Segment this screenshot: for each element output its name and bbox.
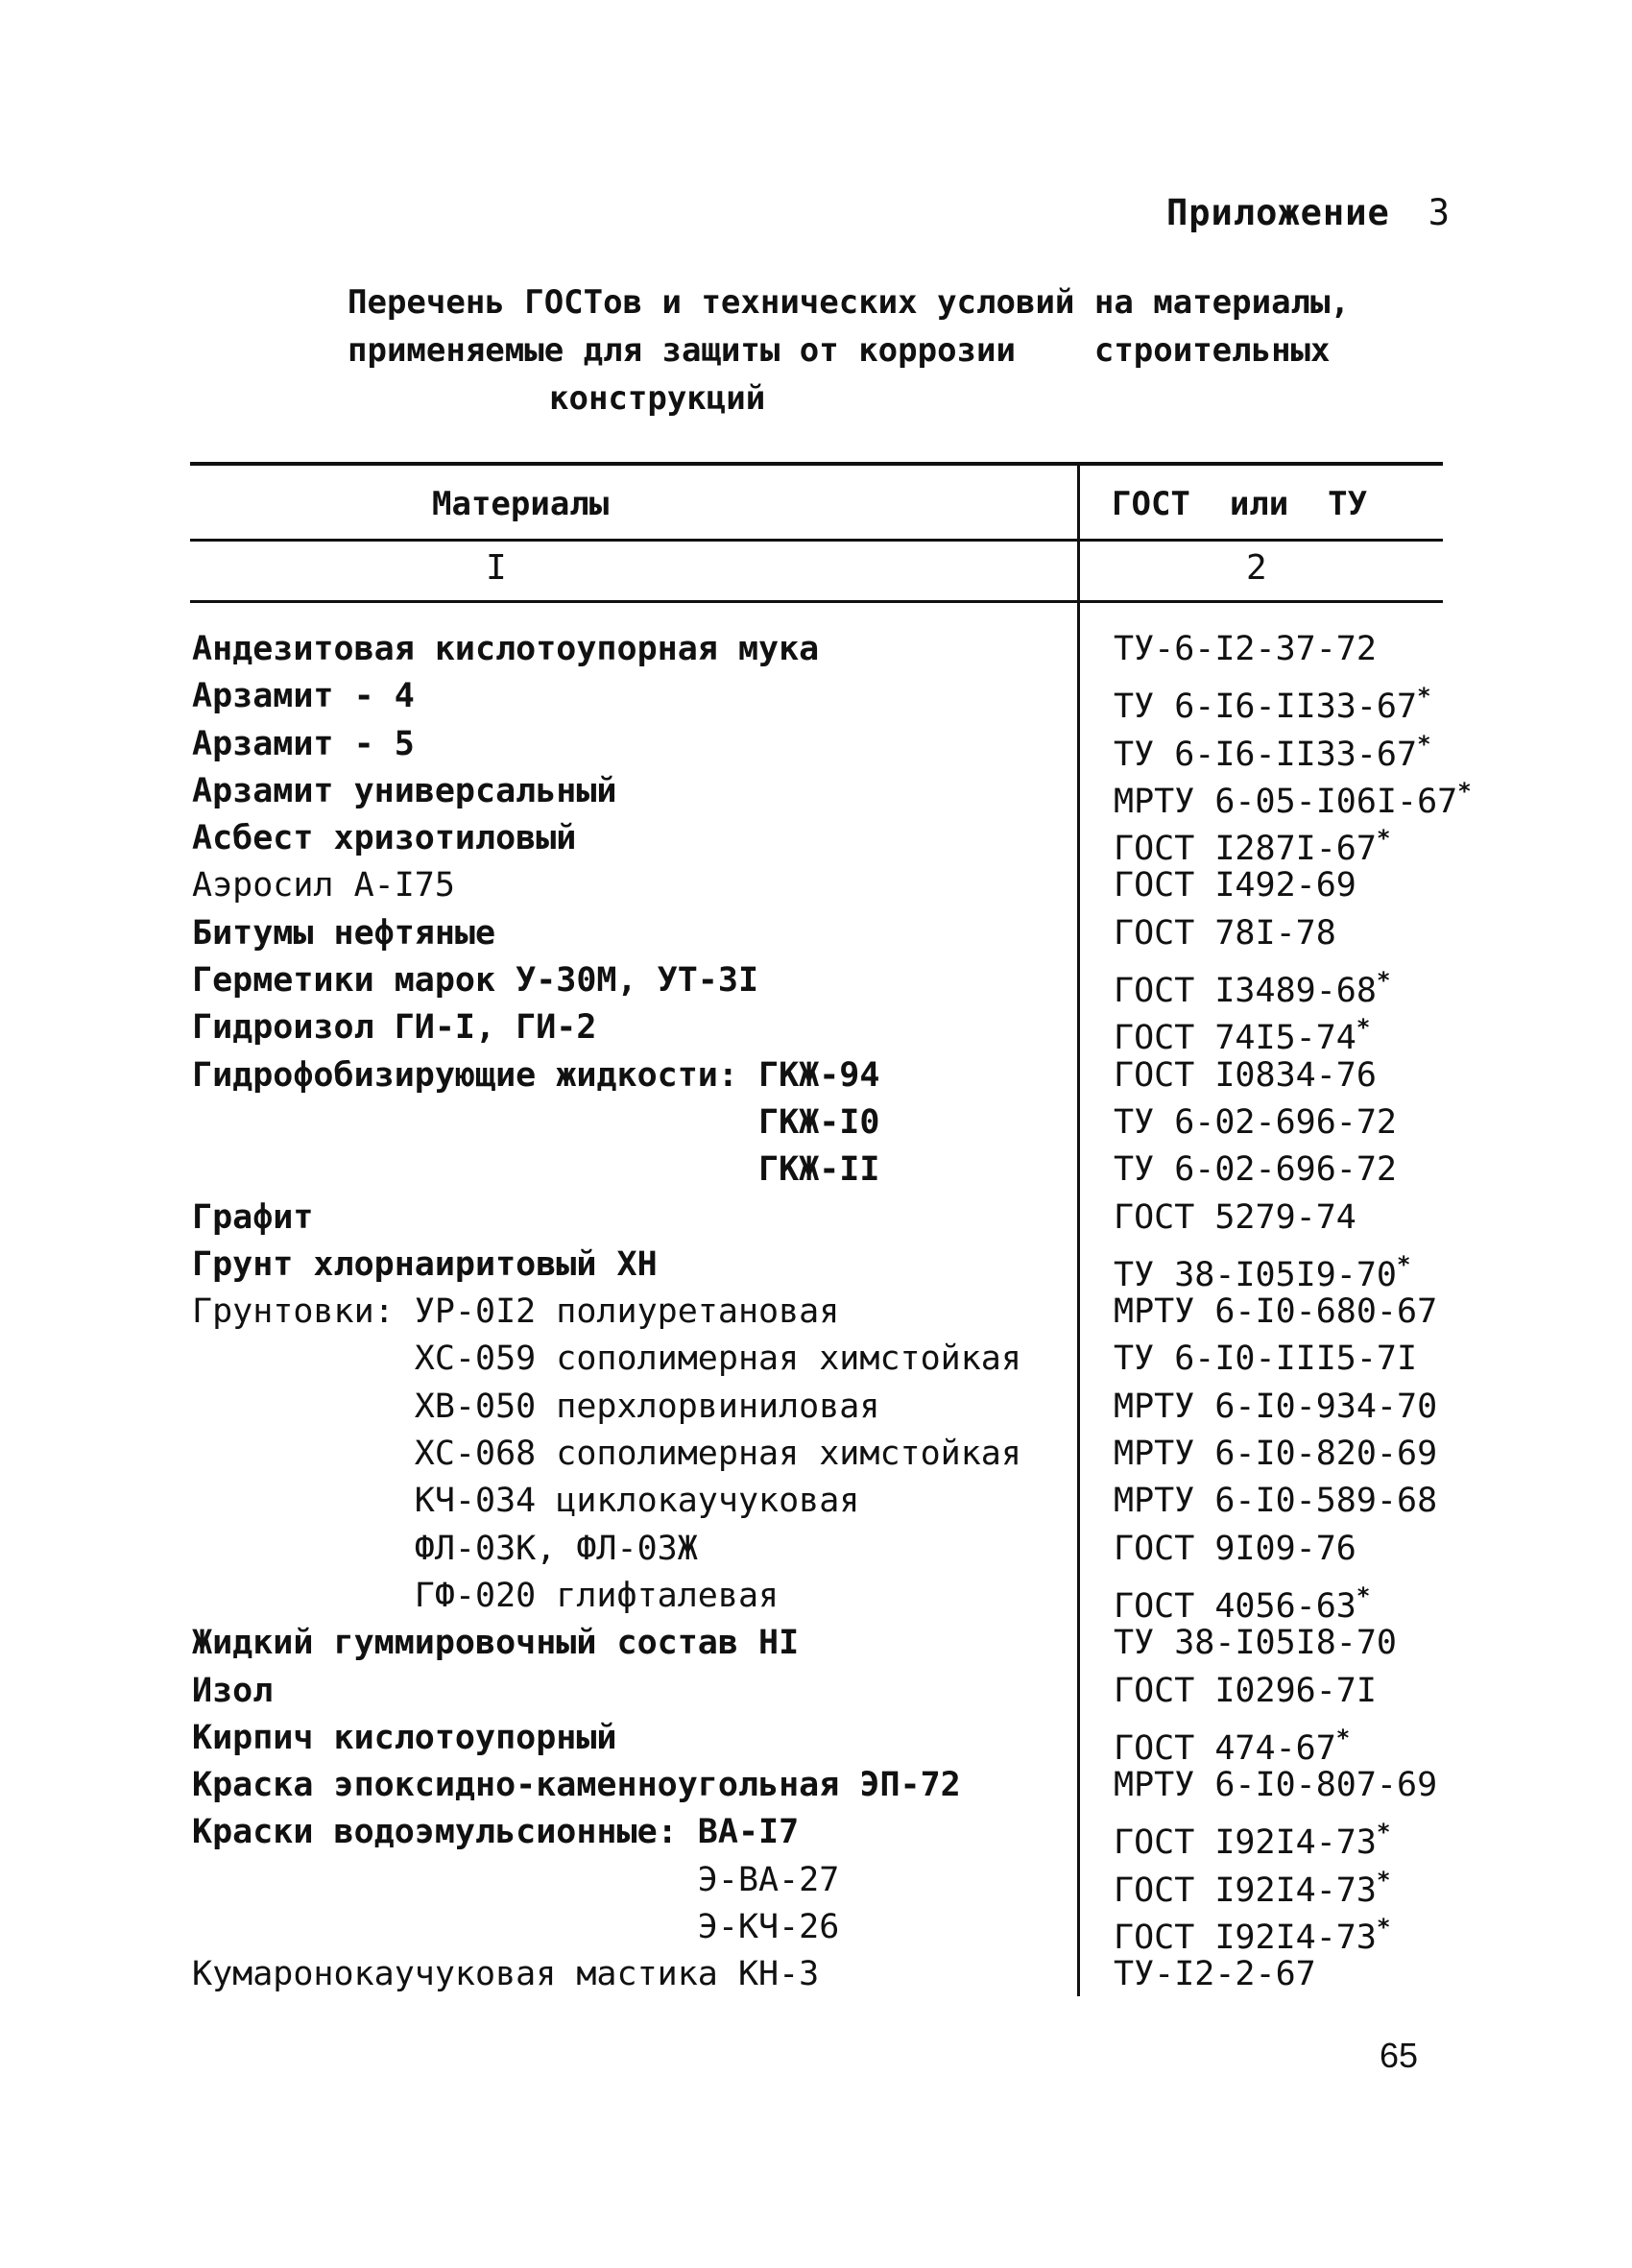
gost-code: ГОСТ I92I4-73 (1114, 1870, 1377, 1910)
gost-reference (1114, 1384, 1437, 1431)
column-number-1: I (486, 548, 507, 588)
gost-code: ГОСТ 9I09-76 (1114, 1529, 1356, 1568)
gost-reference (1114, 1194, 1356, 1242)
gost-code: ТУ 38-I05I8-70 (1114, 1624, 1398, 1663)
materials-table-body (0, 626, 1632, 1999)
revision-star-mark: * (1376, 1914, 1391, 1942)
material-name: Герметики марок У-30М, УТ-3I (192, 961, 759, 1001)
gost-code: ГОСТ 474-67 (1114, 1728, 1336, 1768)
gost-reference (1114, 910, 1336, 957)
gost-code: МРТУ 6-I0-680-67 (1114, 1292, 1438, 1332)
material-name: Гидроизол ГИ-I, ГИ-2 (192, 1008, 597, 1048)
gost-code: ГОСТ 4056-63 (1114, 1586, 1356, 1626)
material-name: ГКЖ-II (192, 1150, 880, 1190)
material-name: Изол (192, 1671, 274, 1710)
gost-code: ГОСТ I92I4-73 (1114, 1823, 1377, 1863)
material-name: Кумаронокаучуковая мастика КН-3 (192, 1955, 820, 1994)
gost-code: ТУ-6-I2-37-72 (1114, 630, 1377, 668)
gost-code: ГОСТ I0834-76 (1114, 1055, 1377, 1095)
table-row (0, 1668, 1632, 1715)
column-header-materials: Материалы (432, 485, 610, 523)
revision-star-mark: * (1335, 1724, 1351, 1751)
table-row (0, 1384, 1632, 1431)
material-name: Кирпич кислотоупорный (192, 1718, 617, 1757)
table-row (0, 1526, 1632, 1573)
gost-code: ТУ 38-I05I9-70 (1114, 1255, 1398, 1294)
material-name: ХВ-050 перхлорвиниловая (192, 1387, 880, 1426)
gost-reference (1114, 1052, 1377, 1099)
gost-reference (1114, 862, 1356, 909)
gost-code: МРТУ 6-I0-934-70 (1114, 1387, 1438, 1426)
material-name: Битумы нефтяные (192, 913, 496, 953)
material-name: ГФ-020 глифталевая (192, 1576, 780, 1615)
table-top-rule (190, 462, 1443, 466)
gost-code: ТУ 6-02-696-72 (1114, 1102, 1398, 1142)
gost-reference (1114, 1146, 1397, 1194)
table-row (0, 1904, 1632, 1958)
material-name: Аэросил А-I75 (192, 866, 455, 905)
gost-reference (1114, 1762, 1437, 1809)
material-name: Арзамит универсальный (192, 771, 617, 810)
gost-reference (1114, 1336, 1417, 1383)
gost-reference (1114, 1526, 1356, 1573)
material-name: Грунтовки: УР-0I2 полиуретановая (192, 1292, 840, 1332)
gost-code: ГОСТ I492-69 (1114, 866, 1356, 905)
table-row (0, 1620, 1632, 1667)
material-name: Арзамит - 4 (192, 677, 415, 716)
material-name: Гидрофобизирующие жидкости: ГКЖ-94 (192, 1055, 880, 1095)
material-name: Краска эпоксидно-каменноугольная ЭП-72 (192, 1766, 961, 1805)
revision-star-mark: * (1356, 1581, 1371, 1609)
table-row (0, 1857, 1632, 1910)
gost-code: ТУ 6-I0-III5-7I (1114, 1339, 1418, 1379)
material-name: Арзамит - 5 (192, 724, 415, 763)
table-row (0, 1004, 1632, 1058)
gost-reference (1114, 1431, 1437, 1478)
table-number-rule (190, 600, 1443, 603)
revision-star-mark: * (1376, 825, 1391, 853)
table-row (0, 626, 1632, 673)
gost-code: ТУ 6-I6-II33-67 (1114, 735, 1418, 774)
gost-code: ГОСТ 5279-74 (1114, 1197, 1356, 1237)
table-row (0, 673, 1632, 727)
document-title (348, 278, 1500, 422)
gost-code: МРТУ 6-I0-589-68 (1114, 1482, 1438, 1521)
title-line-2: применяемые для защиты от коррозии строительных (348, 331, 1331, 370)
gost-code: ГОСТ I92I4-73 (1114, 1918, 1377, 1958)
material-name: Грунт хлорнаиритовый ХН (192, 1244, 658, 1284)
gost-reference (1114, 626, 1377, 673)
revision-star-mark: * (1417, 683, 1431, 711)
table-row (0, 768, 1632, 821)
table-header-rule (190, 539, 1443, 542)
table-row (0, 1478, 1632, 1525)
revision-star-mark: * (1457, 777, 1472, 805)
material-name: Э-ВА-27 (192, 1860, 840, 1899)
revision-star-mark: * (1356, 1014, 1371, 1042)
table-row (0, 1289, 1632, 1336)
gost-code: ГОСТ I287I-67 (1114, 830, 1377, 869)
table-row (0, 862, 1632, 909)
column-header-gost: ГОСТ или ТУ (1112, 485, 1368, 523)
material-name: ХС-068 сополимерная химстойкая (192, 1435, 1021, 1474)
gost-reference (1114, 1951, 1316, 1998)
table-row (0, 1951, 1632, 1998)
appendix-header (1166, 192, 1451, 233)
table-row (0, 1099, 1632, 1146)
revision-star-mark: * (1376, 1866, 1391, 1894)
gost-code: ГОСТ I3489-68 (1114, 972, 1377, 1011)
table-row (0, 1242, 1632, 1294)
gost-code: МРТУ 6-I0-807-69 (1114, 1766, 1438, 1805)
material-name: Графит (192, 1197, 314, 1237)
gost-reference (1114, 1099, 1397, 1146)
appendix-label: Приложение (1166, 192, 1390, 233)
gost-code: МРТУ 6-05-I06I-67 (1114, 782, 1458, 821)
material-name: Краски водоэмульсионные: ВА-I7 (192, 1813, 800, 1852)
material-name: ГКЖ-I0 (192, 1102, 880, 1142)
material-name: ФЛ-03К, ФЛ-03Ж (192, 1529, 698, 1568)
material-name: Жидкий гуммировочный состав НI (192, 1624, 800, 1663)
revision-star-mark: * (1376, 967, 1391, 995)
table-row (0, 1762, 1632, 1809)
gost-code: ТУ 6-02-696-72 (1114, 1150, 1398, 1190)
gost-code: МРТУ 6-I0-820-69 (1114, 1435, 1438, 1474)
table-row (0, 910, 1632, 957)
revision-star-mark: * (1397, 1250, 1411, 1278)
column-number-2: 2 (1246, 548, 1267, 588)
table-row (0, 1336, 1632, 1383)
gost-code: ГОСТ 78I-78 (1114, 913, 1336, 953)
gost-reference (1114, 1478, 1437, 1525)
table-row (0, 1194, 1632, 1242)
table-row (0, 1052, 1632, 1099)
table-row (0, 1715, 1632, 1768)
revision-star-mark: * (1376, 1819, 1391, 1846)
table-row (0, 721, 1632, 774)
title-line-3: конструкций (549, 379, 766, 418)
gost-code: ТУ-I2-2-67 (1114, 1955, 1316, 1994)
material-name: Асбест хризотиловый (192, 819, 577, 858)
table-row (0, 1146, 1632, 1194)
gost-code: ГОСТ 74I5-74 (1114, 1019, 1356, 1058)
material-name: КЧ-034 циклокаучуковая (192, 1482, 860, 1521)
gost-reference (1114, 1289, 1437, 1336)
table-row (0, 815, 1632, 869)
material-name: Андезитовая кислотоупорная мука (192, 630, 820, 668)
gost-reference (1114, 1620, 1397, 1667)
gost-reference (1114, 1668, 1377, 1715)
title-line-1: Перечень ГОСТов и технических условий на материалы, (348, 283, 1350, 322)
table-row (0, 1573, 1632, 1626)
material-name: ХС-059 сополимерная химстойкая (192, 1339, 1021, 1379)
table-row (0, 1809, 1632, 1863)
appendix-number: 3 (1428, 192, 1452, 233)
revision-star-mark: * (1417, 730, 1431, 758)
gost-code: ТУ 6-I6-II33-67 (1114, 688, 1418, 727)
material-name: Э-КЧ-26 (192, 1908, 840, 1947)
page-number: 65 (1380, 2036, 1419, 2075)
table-row (0, 957, 1632, 1011)
table-row (0, 1431, 1632, 1478)
gost-code: ГОСТ I0296-7I (1114, 1671, 1377, 1710)
